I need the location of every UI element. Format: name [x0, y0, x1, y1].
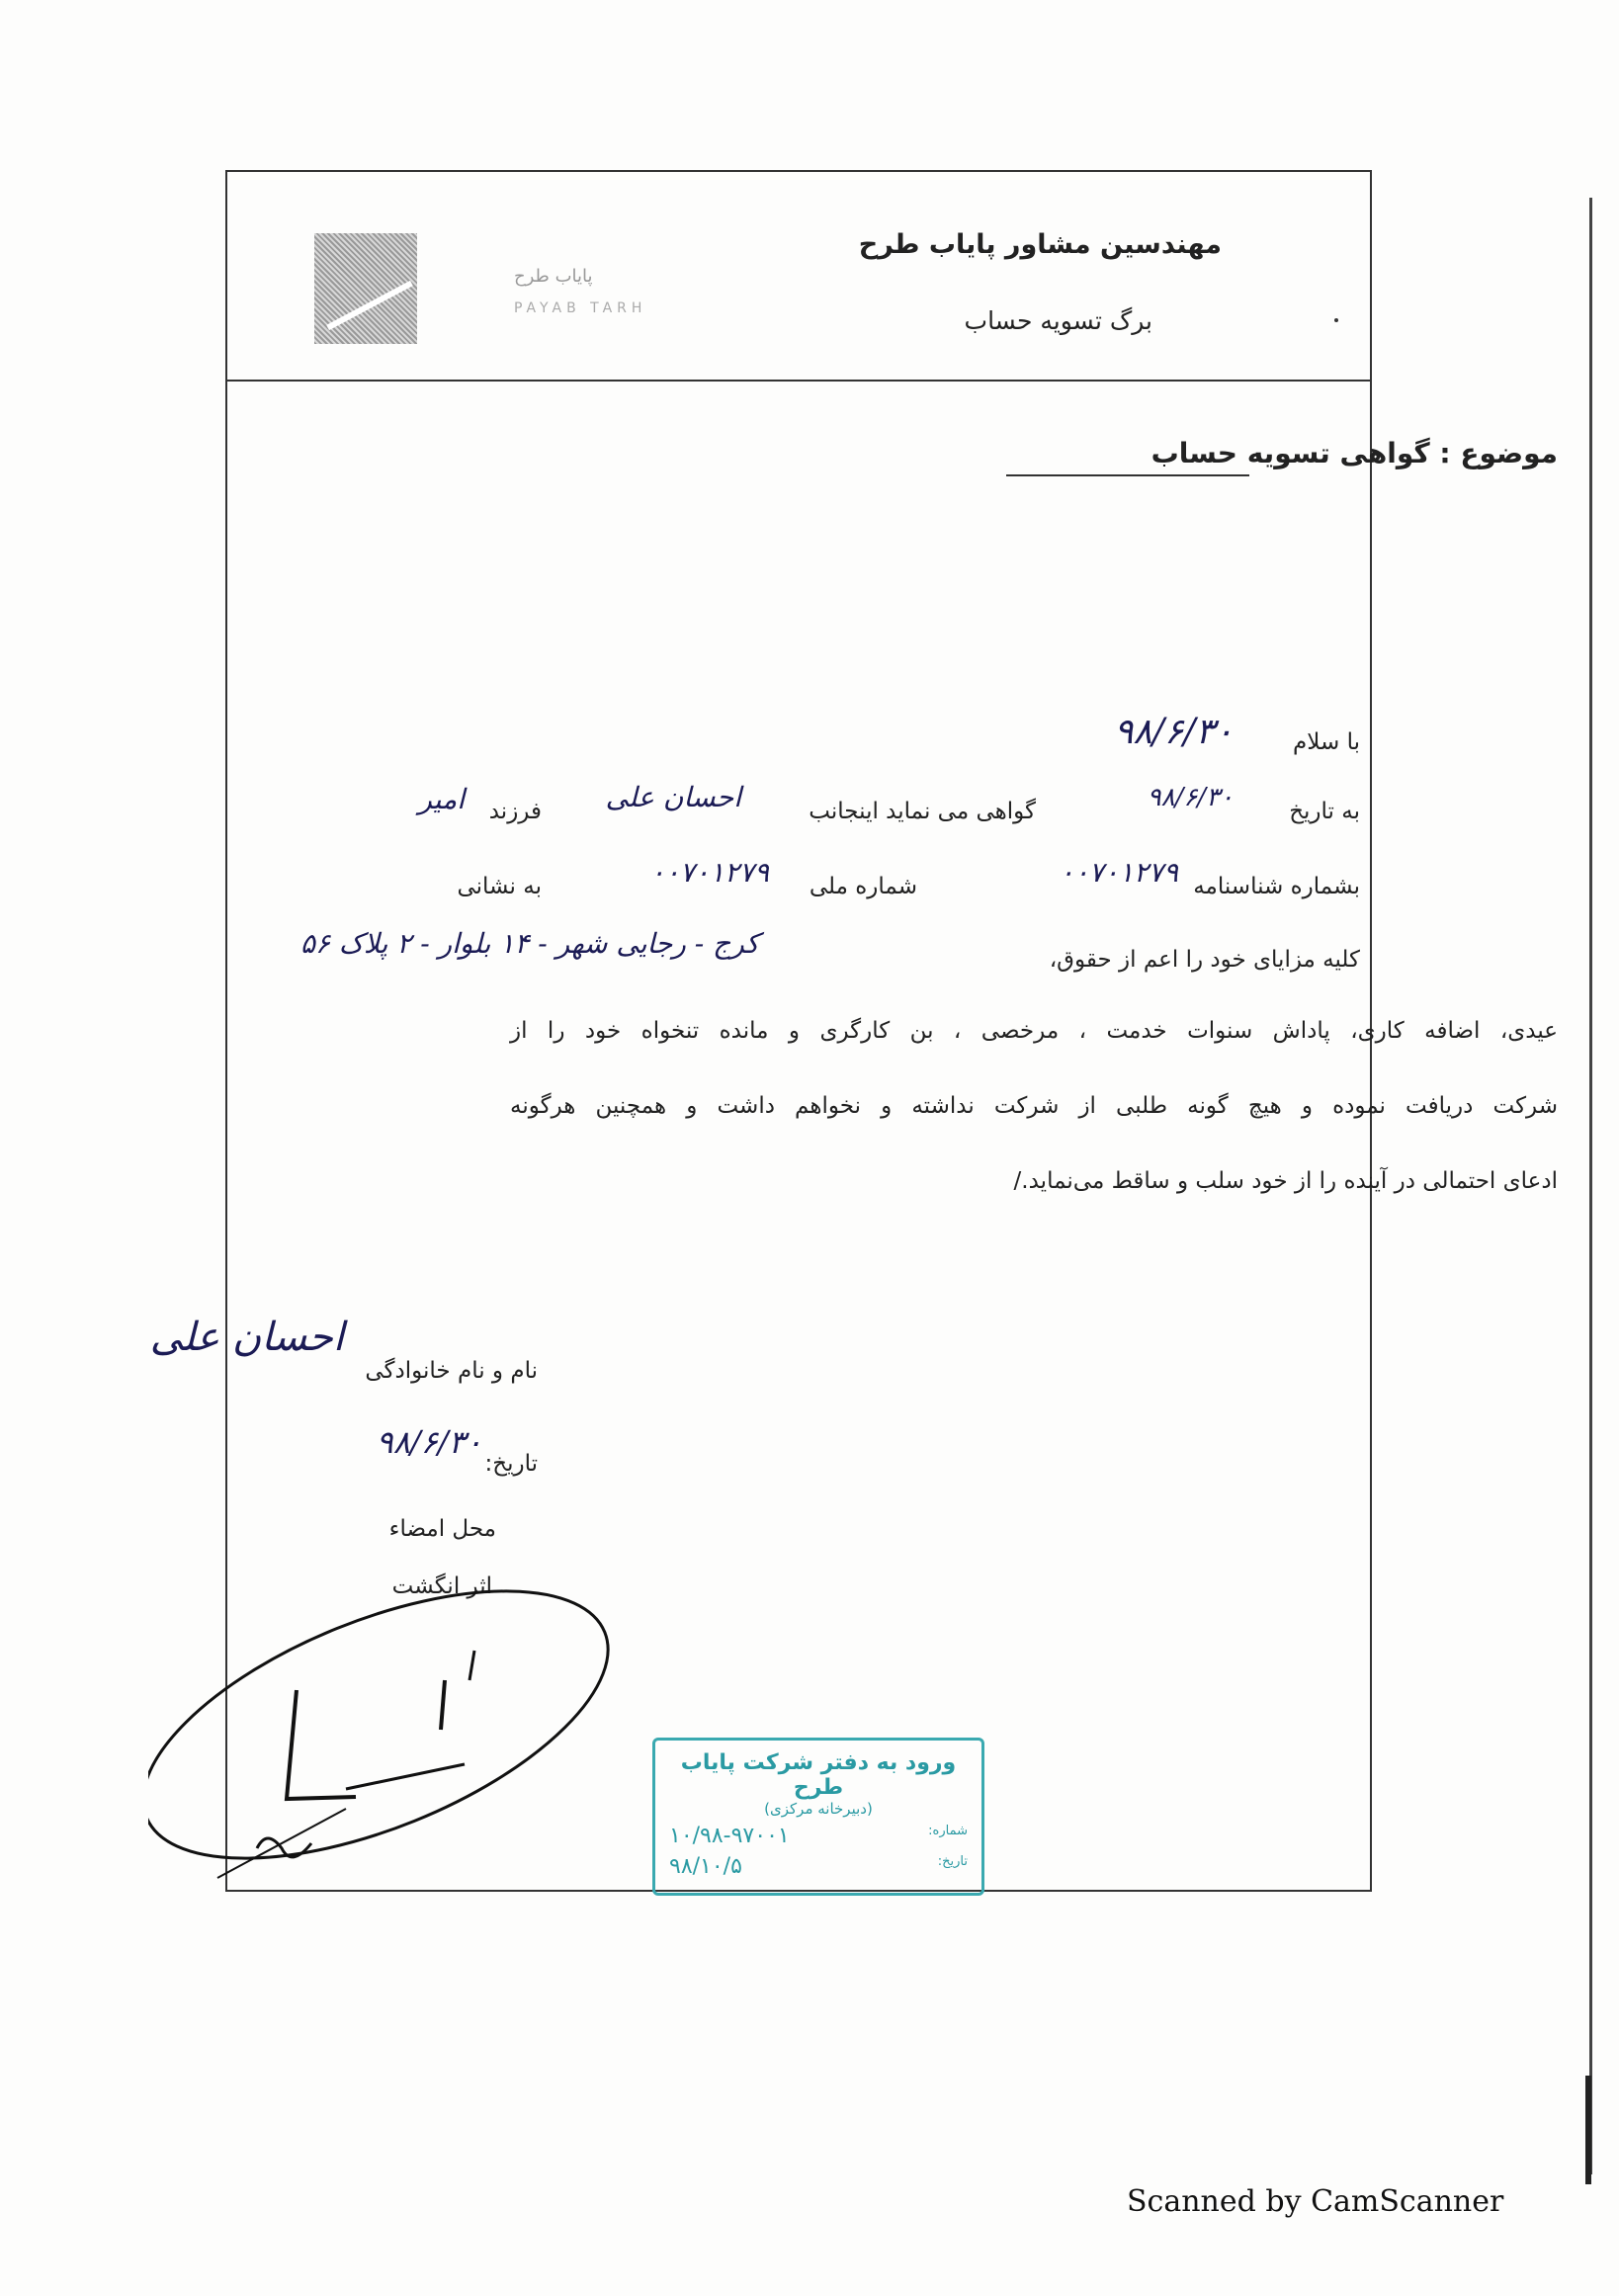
body-line2-start: بشماره شناسنامه	[1193, 874, 1360, 899]
body-line1-end: فرزند	[488, 799, 542, 824]
logo-text: PAYAB TARH	[514, 300, 647, 316]
signature-place-label: محل امضاء	[388, 1516, 496, 1542]
national-code: ۰۰۷۰۱۲۷۹	[649, 856, 769, 889]
body-line6: ادعای احتمالی در آینده را از خود سلب و ساقط می‌نماید./	[1013, 1168, 1558, 1194]
body-line2-end: به نشانی	[457, 874, 542, 899]
fingerprint-label: اثر انگشت	[391, 1573, 492, 1599]
body-line1-mid: گواهی می نماید اینجانب	[809, 799, 1036, 824]
date-label: تاریخ:	[484, 1451, 538, 1477]
company-logo-icon	[314, 233, 417, 344]
signed-name: احسان علی	[149, 1315, 344, 1360]
stamp-number: ۱۰/۹۸-۹۷۰۰۱	[669, 1824, 790, 1848]
signature-mark	[148, 1542, 662, 1917]
employee-name: احسان علی	[605, 781, 741, 813]
body-line2-mid: شماره ملی	[809, 874, 917, 899]
address: کرج - رجایی شهر - ۱۴ بلوار - ۲ پلاک ۵۶	[299, 927, 759, 960]
id-number: ۰۰۷۰۱۲۷۹	[1059, 856, 1178, 889]
header-divider	[227, 380, 1370, 382]
office-entry-stamp	[652, 1738, 984, 1896]
body-line1-start: به تاریخ	[1289, 799, 1360, 824]
father-name: امیر	[418, 783, 465, 815]
stamp-title: ورود به دفتر شرکت پایاب طرح	[680, 1750, 957, 1800]
signed-date: ۹۸/۶/۳۰	[376, 1423, 482, 1461]
subject-heading: موضوع : گواهی تسویه حساب	[1150, 437, 1558, 469]
stamp-number-label: شماره:	[928, 1824, 968, 1838]
body-line4: عیدی، اضافه کاری، پاداش سنوات خدمت ، مرخصی ، بن کارگری و مانده تنخواه خود را از	[510, 1018, 1558, 1044]
greeting-date: ۹۸/۶/۳۰	[1114, 712, 1234, 752]
stamp-date-label: تاریخ:	[937, 1854, 968, 1869]
page-edge-mark	[1585, 2076, 1591, 2184]
body-line5: شرکت دریافت نموده و هیچ گونه طلبی از شرکت نداشته و نخواهم داشت و همچنین هرگونه	[510, 1093, 1558, 1119]
page-edge	[1589, 198, 1592, 2174]
logo-text-fa: پایاب طرح	[514, 266, 593, 287]
greeting: با سلام	[1293, 729, 1360, 755]
name-label: نام و نام خانوادگی	[365, 1358, 538, 1384]
form-title: برگ تسویه حساب	[964, 306, 1152, 335]
subject-underline	[1006, 474, 1249, 476]
stamp-subtitle: (دبیرخانه مرکزی)	[764, 1800, 873, 1818]
body-line3-end: کلیه مزایای خود را اعم از حقوق،	[1049, 947, 1360, 973]
stamp-date: ۹۸/۱۰/۵	[669, 1854, 742, 1879]
dot-mark	[1334, 318, 1338, 322]
date-handwritten: ۹۸/۶/۳۰	[1147, 783, 1234, 812]
company-name: مهندسین مشاور پایاب طرح	[858, 229, 1222, 260]
scanner-watermark: Scanned by CamScanner	[1127, 2184, 1504, 2219]
